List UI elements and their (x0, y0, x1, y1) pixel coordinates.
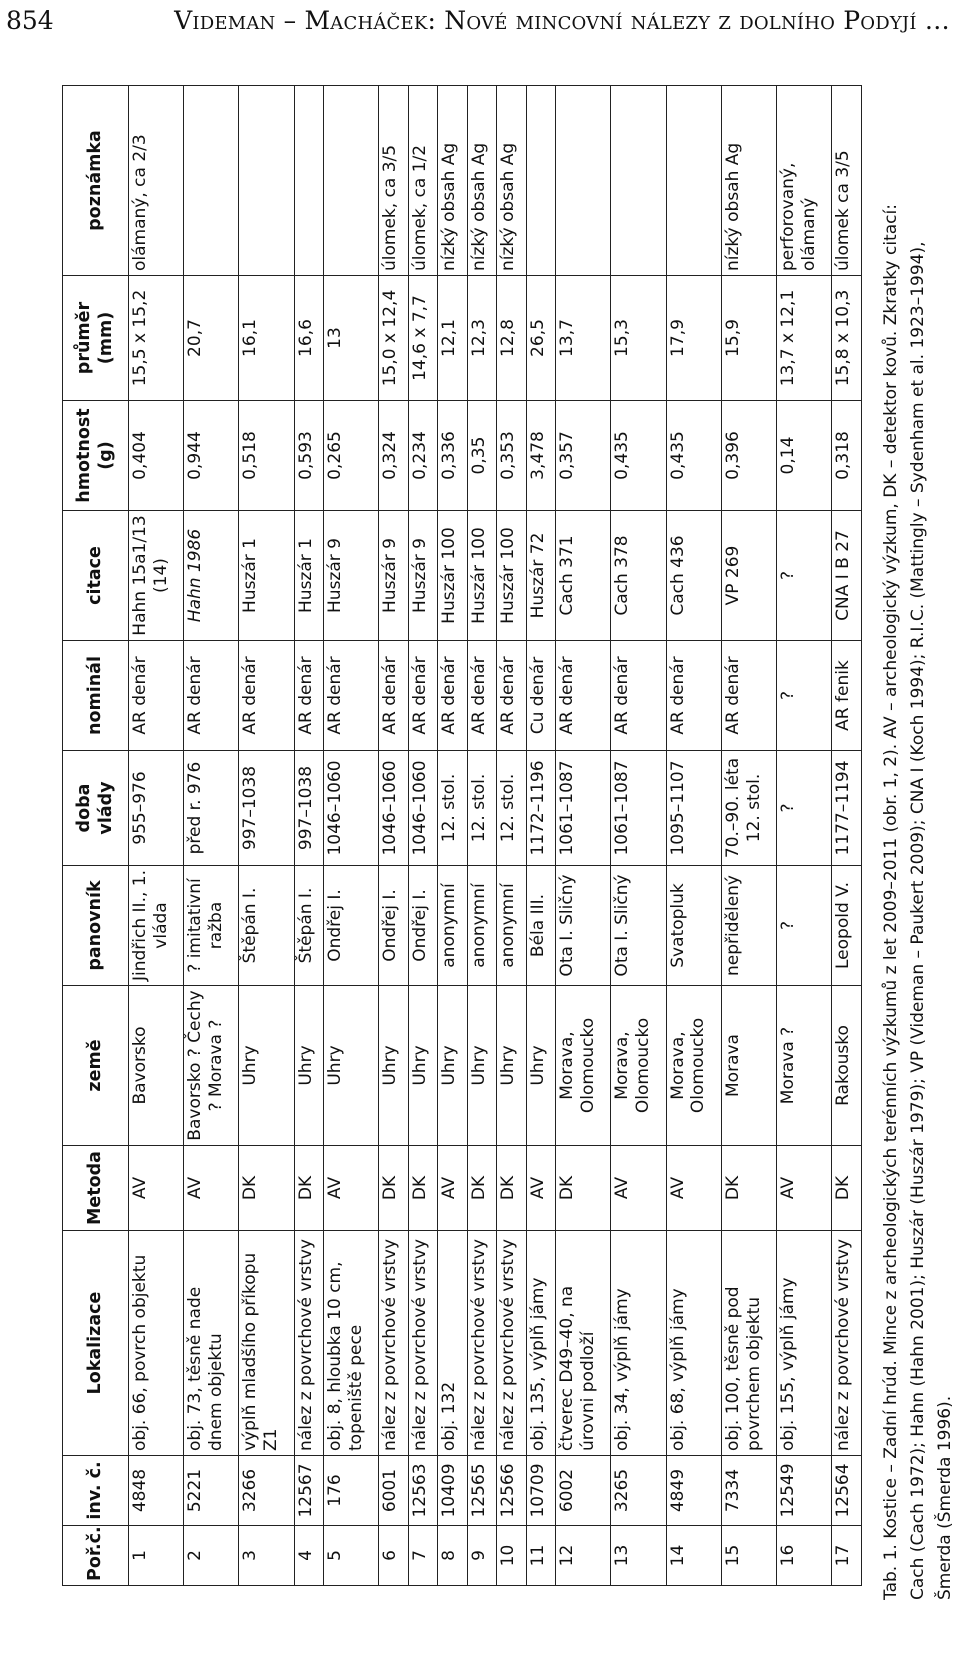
table-cell: AV (129, 1146, 184, 1231)
table-cell: 17 (832, 1526, 862, 1586)
table-cell: ? (777, 866, 832, 986)
coin-finds-table (62, 85, 862, 1586)
table-cell: 955–976 (129, 751, 184, 866)
table-cell: ? imitativní ražba (184, 866, 239, 986)
table-cell: 13 (611, 1526, 666, 1586)
table-cell: 1061–1087 (556, 751, 611, 866)
table-cell (324, 86, 379, 276)
table-cell: 15,5 x 15,2 (129, 276, 184, 401)
table-cell: AR denár (239, 641, 294, 751)
table-cell: Uhry (526, 986, 555, 1146)
table-cell: Uhry (408, 986, 437, 1146)
table-row (294, 86, 323, 1586)
table-cell: Ondřej I. (408, 866, 437, 986)
table-cell: 12566 (497, 1456, 526, 1526)
table-cell: 12,1 (438, 276, 467, 401)
table-cell: Jindřich II., 1. vláda (129, 866, 184, 986)
table-cell: DK (294, 1146, 323, 1231)
table-cell: 15 (721, 1526, 776, 1586)
table-cell: nález z povrchové vrstvy (379, 1231, 408, 1456)
table-cell: úlomek, ca 3/5 (379, 86, 408, 276)
table-cell: 14 (666, 1526, 721, 1586)
table-cell: 176 (324, 1456, 379, 1526)
table-cell: Cu denár (526, 641, 555, 751)
table-cell: Morava, Olomoucko (611, 986, 666, 1146)
table-cell: 1046–1060 (379, 751, 408, 866)
table-cell: 0,318 (832, 401, 862, 511)
table-cell: obj. 100, těsně pod povrchem objektu (721, 1231, 776, 1456)
table-cell: 5221 (184, 1456, 239, 1526)
table-cell: nález z povrchové vrstvy (467, 1231, 496, 1456)
table-row (721, 86, 776, 1586)
table-cell: 0,593 (294, 401, 323, 511)
table-cell: DK (239, 1146, 294, 1231)
table-cell: 12. stol. (497, 751, 526, 866)
table-cell: 1061–1087 (611, 751, 666, 866)
table-cell: Morava ? (777, 986, 832, 1146)
table-cell: před r. 976 (184, 751, 239, 866)
table-cell: Cach 371 (556, 511, 611, 641)
column-header: nominál (63, 641, 129, 751)
table-cell: úlomek, ca 1/2 (408, 86, 437, 276)
table-cell: Leopold V. (832, 866, 862, 986)
table-cell: čtverec D49–40, na úrovni podloží (556, 1231, 611, 1456)
table-cell: Svatopluk (666, 866, 721, 986)
table-cell: 17,9 (666, 276, 721, 401)
table-cell: 4849 (666, 1456, 721, 1526)
table-cell: 15,3 (611, 276, 666, 401)
table-cell: nízký obsah Ag (438, 86, 467, 276)
table-cell: 6002 (556, 1456, 611, 1526)
table-cell: 10 (497, 1526, 526, 1586)
table-cell: 10709 (526, 1456, 555, 1526)
table-cell: 0,435 (611, 401, 666, 511)
table-cell: 1177–1194 (832, 751, 862, 866)
table-cell: Uhry (239, 986, 294, 1146)
table-cell: 0,14 (777, 401, 832, 511)
table-cell: Hahn 15a1/13 (14) (129, 511, 184, 641)
table-cell: 5 (324, 1526, 379, 1586)
table-cell: nízký obsah Ag (721, 86, 776, 276)
table-cell: 0,357 (556, 401, 611, 511)
table-cell: nízký obsah Ag (467, 86, 496, 276)
table-cell: AR denár (556, 641, 611, 751)
table-cell: obj. 66, povrch objektu (129, 1231, 184, 1456)
table-cell: 4 (294, 1526, 323, 1586)
table-cell: 1046–1060 (324, 751, 379, 866)
column-header: doba vlády (63, 751, 129, 866)
table-cell: anonymní (467, 866, 496, 986)
table-cell: 26,5 (526, 276, 555, 401)
table-cell: 7334 (721, 1456, 776, 1526)
table-cell: Uhry (497, 986, 526, 1146)
table-cell: obj. 132 (438, 1231, 467, 1456)
table-cell: výplň mladšího příkopu Z1 (239, 1231, 294, 1456)
table-cell: 13,7 (556, 276, 611, 401)
table-cell: AR denár (721, 641, 776, 751)
table-cell: anonymní (497, 866, 526, 986)
table-cell: Ondřej I. (324, 866, 379, 986)
table-cell: obj. 135, výplň jámy (526, 1231, 555, 1456)
table-cell: 12563 (408, 1456, 437, 1526)
column-header: panovník (63, 866, 129, 986)
table-cell: AR denár (408, 641, 437, 751)
table-row (467, 86, 496, 1586)
table-cell: AV (611, 1146, 666, 1231)
table-cell: 4848 (129, 1456, 184, 1526)
table-row (832, 86, 862, 1586)
table-cell: Štěpán I. (239, 866, 294, 986)
table-cell: 0,404 (129, 401, 184, 511)
table-cell: Cach 436 (666, 511, 721, 641)
table-cell: 3 (239, 1526, 294, 1586)
table-cell: Ota I. Sličný (611, 866, 666, 986)
table-row (129, 86, 184, 1586)
table-cell: Uhry (379, 986, 408, 1146)
table-cell: 12,8 (497, 276, 526, 401)
table-row (239, 86, 294, 1586)
table-cell: Huszár 100 (497, 511, 526, 641)
table-cell: Cach 378 (611, 511, 666, 641)
table-row (497, 86, 526, 1586)
table-cell: perforovaný, olámaný (777, 86, 832, 276)
table-cell: nález z povrchové vrstvy (294, 1231, 323, 1456)
table-cell (666, 86, 721, 276)
column-header: Metoda (63, 1146, 129, 1231)
table-cell: DK (721, 1146, 776, 1231)
caption-line-1: Tab. 1. Kostice – Zadní hrúd. Mince z archeologických terénních výzkumů z let 2009–2011 (obr. 1, 2). AV – archeologický výzkum, DK – detektor kovů. Zkratky citací: (881, 204, 901, 1600)
table-cell: 1046–1060 (408, 751, 437, 866)
table-cell: Uhry (294, 986, 323, 1146)
table-cell: 0,435 (666, 401, 721, 511)
column-header: citace (63, 511, 129, 641)
table-cell: Huszár 1 (294, 511, 323, 641)
table-cell: nález z povrchové vrstvy (832, 1231, 862, 1456)
table-cell: 6 (379, 1526, 408, 1586)
table-cell: AR fenik (832, 641, 862, 751)
table-cell: 16,1 (239, 276, 294, 401)
table-cell: 12. stol. (467, 751, 496, 866)
table-header-row (63, 86, 129, 1586)
table-cell: nález z povrchové vrstvy (497, 1231, 526, 1456)
table-cell: 997–1038 (239, 751, 294, 866)
table-cell: 0,324 (379, 401, 408, 511)
table-cell: AR denár (184, 641, 239, 751)
table-cell: 3266 (239, 1456, 294, 1526)
table-cell: 13 (324, 276, 379, 401)
table-caption (878, 0, 960, 1600)
table-cell: 0,518 (239, 401, 294, 511)
table-cell: 0,944 (184, 401, 239, 511)
table-cell: 6001 (379, 1456, 408, 1526)
column-header: poznámka (63, 86, 129, 276)
table-cell: 15,9 (721, 276, 776, 401)
table-cell: AR denár (666, 641, 721, 751)
table-cell: 2 (184, 1526, 239, 1586)
table-cell (611, 86, 666, 276)
table-cell (184, 86, 239, 276)
table-cell: AV (526, 1146, 555, 1231)
table-cell: 0,396 (721, 401, 776, 511)
table-cell: 12,3 (467, 276, 496, 401)
table-cell: AV (438, 1146, 467, 1231)
table-cell: Huszár 100 (438, 511, 467, 641)
table-cell: Huszár 9 (324, 511, 379, 641)
table-cell: 0,353 (497, 401, 526, 511)
table-cell (526, 86, 555, 276)
table-cell: DK (408, 1146, 437, 1231)
table-cell: obj. 68, výplň jámy (666, 1231, 721, 1456)
table-cell: 70.–90. léta 12. stol. (721, 751, 776, 866)
column-header: Lokalizace (63, 1231, 129, 1456)
table-cell: 0,234 (408, 401, 437, 511)
table-cell: AV (666, 1146, 721, 1231)
column-header: země (63, 986, 129, 1146)
table-cell: nepřidělený (721, 866, 776, 986)
table-cell: AR denár (324, 641, 379, 751)
table-cell: Uhry (467, 986, 496, 1146)
table-cell: ? (777, 641, 832, 751)
table-cell: Huszár 9 (408, 511, 437, 641)
column-header: inv. č. (63, 1456, 129, 1526)
table-cell: AV (184, 1146, 239, 1231)
table-cell: olámaný, ca 2/3 (129, 86, 184, 276)
table-row (324, 86, 379, 1586)
table-cell: 9 (467, 1526, 496, 1586)
table-cell: 1172–1196 (526, 751, 555, 866)
table-cell: ? (777, 511, 832, 641)
table-cell: obj. 73, těsně nade dnem objektu (184, 1231, 239, 1456)
table-cell: AR denár (467, 641, 496, 751)
table-cell: Bavorsko ? Čechy ? Morava ? (184, 986, 239, 1146)
table-cell: 15,8 x 10,3 (832, 276, 862, 401)
table-row (666, 86, 721, 1586)
table-cell: Huszár 9 (379, 511, 408, 641)
table-cell: nízký obsah Ag (497, 86, 526, 276)
running-head-title: Videman – Macháček: Nové mincovní nálezy z dolního Podyjí … (174, 6, 950, 35)
table-cell: 11 (526, 1526, 555, 1586)
table-cell: AR denár (129, 641, 184, 751)
table-cell: Hahn 1986 (184, 511, 239, 641)
table-cell: CNA I B 27 (832, 511, 862, 641)
table-cell: obj. 8, hloubka 10 cm, topeniště pece (324, 1231, 379, 1456)
column-header: hmotnost (g) (63, 401, 129, 511)
table-cell: Morava, Olomoucko (556, 986, 611, 1146)
table-cell: anonymní (438, 866, 467, 986)
table-cell: 0,35 (467, 401, 496, 511)
table-cell: Ota I. Sličný (556, 866, 611, 986)
table-row (777, 86, 832, 1586)
table-cell: 15,0 x 12,4 (379, 276, 408, 401)
table-cell: AR denár (497, 641, 526, 751)
table-cell: úlomek ca 3/5 (832, 86, 862, 276)
column-header: Poř.č. (63, 1526, 129, 1586)
table-cell: Ondřej I. (379, 866, 408, 986)
table-row (408, 86, 437, 1586)
table-cell: DK (379, 1146, 408, 1231)
table-cell: AR denár (379, 641, 408, 751)
table-cell: 12567 (294, 1456, 323, 1526)
table-cell: DK (556, 1146, 611, 1231)
table-cell: 7 (408, 1526, 437, 1586)
table-cell: 1095–1107 (666, 751, 721, 866)
table-cell (294, 86, 323, 276)
column-header: průměr (mm) (63, 276, 129, 401)
table-cell: 12. stol. (438, 751, 467, 866)
table-cell: Huszár 1 (239, 511, 294, 641)
table-cell: 16 (777, 1526, 832, 1586)
table-cell: 997–1038 (294, 751, 323, 866)
table-cell: DK (467, 1146, 496, 1231)
table-cell: Huszár 72 (526, 511, 555, 641)
table-cell (556, 86, 611, 276)
table-cell: Béla III. (526, 866, 555, 986)
table-row (526, 86, 555, 1586)
table-cell: 12549 (777, 1456, 832, 1526)
table-cell: 16,6 (294, 276, 323, 401)
table-cell: AR denár (438, 641, 467, 751)
table-cell: DK (832, 1146, 862, 1231)
table-cell: obj. 34, výplň jámy (611, 1231, 666, 1456)
table-body (129, 86, 862, 1586)
table-row (438, 86, 467, 1586)
running-head (0, 0, 960, 44)
table-cell: Bavorsko (129, 986, 184, 1146)
table-cell: ? (777, 751, 832, 866)
table-cell: Štěpán I. (294, 866, 323, 986)
table-cell: VP 269 (721, 511, 776, 641)
table-cell: 1 (129, 1526, 184, 1586)
table-cell: 0,336 (438, 401, 467, 511)
table-row (184, 86, 239, 1586)
table-row (611, 86, 666, 1586)
table-cell: 0,265 (324, 401, 379, 511)
table-cell: nález z povrchové vrstvy (408, 1231, 437, 1456)
table-cell: 12 (556, 1526, 611, 1586)
coin-table-container (62, 86, 862, 1586)
table-cell: 12565 (467, 1456, 496, 1526)
table-cell: 3265 (611, 1456, 666, 1526)
table-cell: AR denár (294, 641, 323, 751)
table-cell: DK (497, 1146, 526, 1231)
table-cell: Huszár 100 (467, 511, 496, 641)
table-cell: AV (777, 1146, 832, 1231)
table-cell: Morava (721, 986, 776, 1146)
table-row (379, 86, 408, 1586)
table-cell: Uhry (438, 986, 467, 1146)
table-cell: 3,478 (526, 401, 555, 511)
table-cell: 8 (438, 1526, 467, 1586)
caption-line-3: Šmerda (Šmerda 1996). (935, 1395, 956, 1600)
table-cell: 12564 (832, 1456, 862, 1526)
table-cell: 13,7 x 12,1 (777, 276, 832, 401)
table-cell: AV (324, 1146, 379, 1231)
table-cell: 20,7 (184, 276, 239, 401)
page-number: 854 (6, 6, 54, 35)
caption-line-2: Cach (Cach 1972); Hahn (Hahn 2001); Huszár (Huszár 1979); VP (Videman – Paukert 2009); CNA I (Koch 1994); R.I.C. (Mattingly – Sydenham et al. 1923–1994), (908, 241, 929, 1600)
table-cell: 10409 (438, 1456, 467, 1526)
table-cell: 14,6 x 7,7 (408, 276, 437, 401)
table-cell: AR denár (611, 641, 666, 751)
table-cell: Morava, Olomoucko (666, 986, 721, 1146)
table-row (556, 86, 611, 1586)
table-cell (239, 86, 294, 276)
table-cell: Rakousko (832, 986, 862, 1146)
table-cell: Uhry (324, 986, 379, 1146)
table-cell: obj. 155, výplň jámy (777, 1231, 832, 1456)
